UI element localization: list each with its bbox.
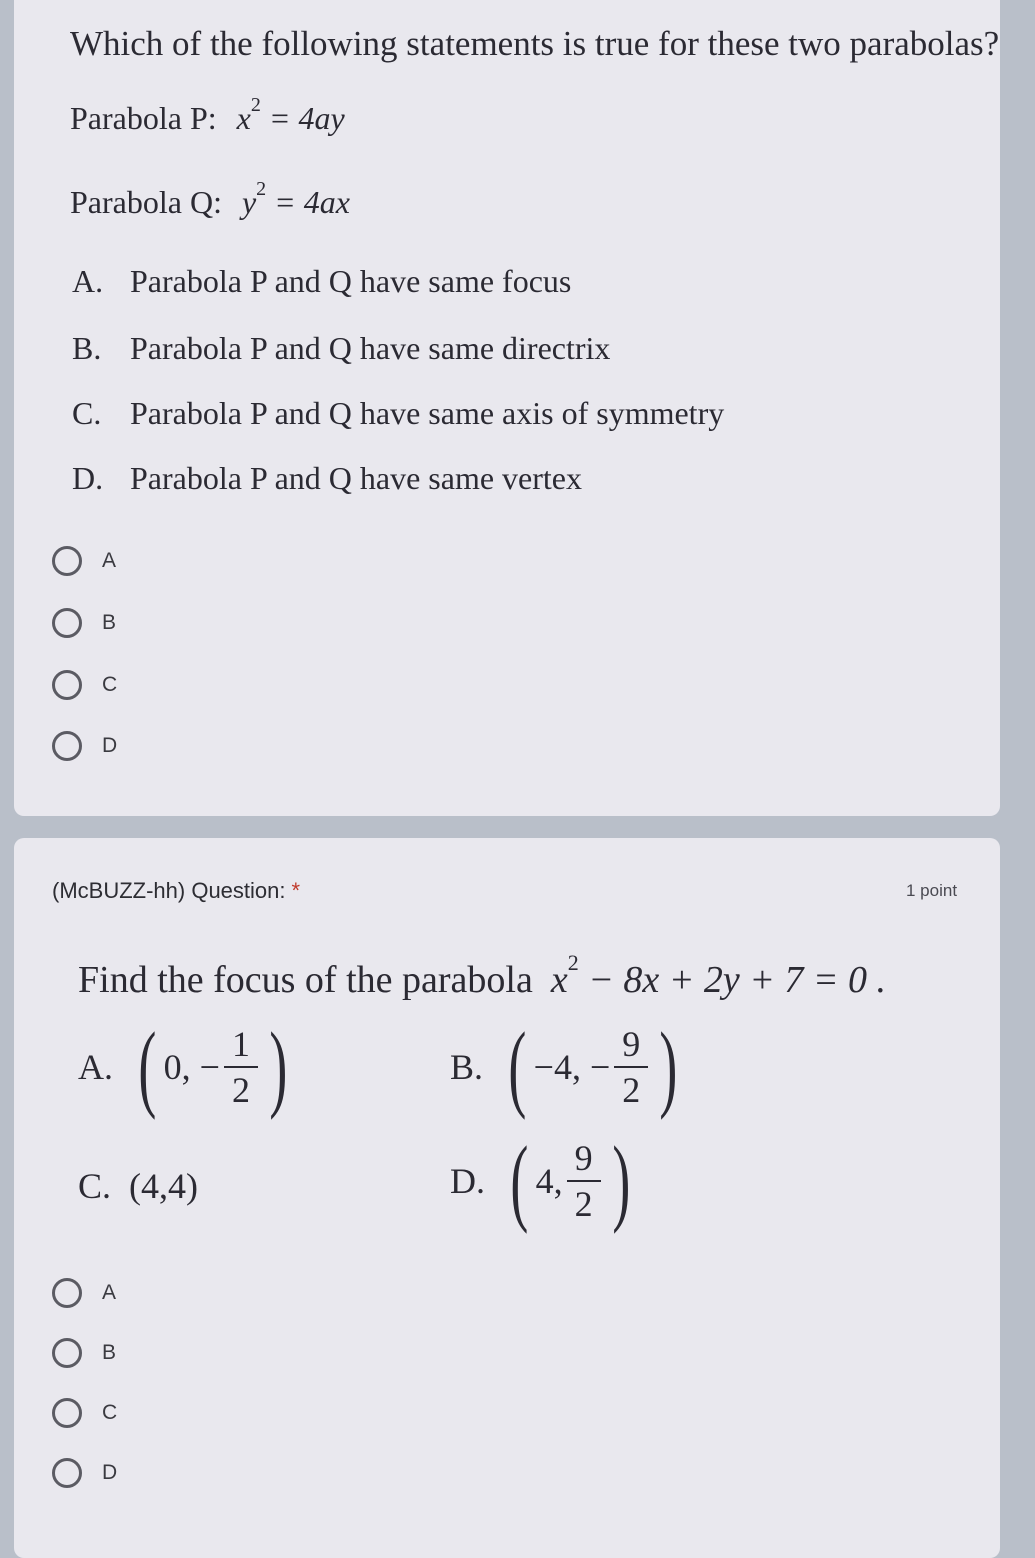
q1-radio-choice-a[interactable] bbox=[52, 546, 116, 576]
option-text: Parabola P and Q have same directrix bbox=[130, 330, 611, 366]
left-paren: ( bbox=[510, 1127, 529, 1235]
option-text: Parabola P and Q have same vertex bbox=[130, 460, 582, 496]
radio-label: C bbox=[102, 673, 118, 696]
fraction-bar bbox=[224, 1066, 258, 1068]
answer-value: (4,4) bbox=[129, 1166, 198, 1206]
question-2-title bbox=[78, 950, 886, 1002]
radio-label: A bbox=[102, 1281, 117, 1304]
points-label: 1 point bbox=[906, 881, 958, 900]
answer-prefix: −4, − bbox=[533, 1047, 611, 1087]
right-paren: ) bbox=[659, 1013, 678, 1121]
fraction-bar bbox=[614, 1066, 648, 1068]
radio-label: D bbox=[102, 1461, 118, 1484]
radio-button[interactable] bbox=[52, 670, 82, 700]
question-2-header bbox=[52, 878, 300, 904]
answer-letter: C. bbox=[78, 1166, 112, 1206]
radio-button[interactable] bbox=[52, 1338, 82, 1368]
right-paren: ) bbox=[269, 1013, 288, 1121]
radio-label: B bbox=[102, 611, 117, 634]
answer-prefix: 0, − bbox=[163, 1047, 220, 1087]
answer-prefix: 4, bbox=[535, 1161, 563, 1201]
q1-radio-choice-d[interactable] bbox=[52, 731, 117, 761]
radio-label: B bbox=[102, 1341, 117, 1364]
q2-radio-choice-b[interactable] bbox=[52, 1338, 116, 1368]
left-paren: ( bbox=[508, 1013, 527, 1121]
numerator: 1 bbox=[231, 1024, 250, 1064]
q2-radio-choice-a[interactable] bbox=[52, 1278, 116, 1308]
parabola-q-label: Parabola Q: bbox=[70, 184, 222, 220]
option-text: Parabola P and Q have same focus bbox=[130, 263, 572, 299]
fraction bbox=[614, 1026, 648, 1108]
question-2-label: (McBUZZ-hh) Question: bbox=[52, 878, 286, 903]
left-paren: ( bbox=[138, 1013, 157, 1121]
question-1-option-d bbox=[72, 460, 582, 497]
option-letter: D. bbox=[72, 460, 104, 496]
fraction bbox=[224, 1026, 258, 1108]
parabola-p-definition bbox=[70, 94, 345, 137]
answer-b bbox=[450, 1013, 685, 1121]
radio-label: A bbox=[102, 549, 117, 572]
question-1-option-b bbox=[72, 330, 610, 367]
radio-button[interactable] bbox=[52, 1458, 82, 1488]
denominator: 2 bbox=[231, 1070, 250, 1110]
numerator: 9 bbox=[622, 1024, 641, 1064]
radio-label: C bbox=[102, 1401, 118, 1424]
radio-button[interactable] bbox=[52, 546, 82, 576]
parabola-p-rhs: = 4ay bbox=[268, 100, 345, 136]
option-letter: C. bbox=[72, 395, 102, 431]
option-letter: A. bbox=[72, 263, 104, 299]
parabola-q-rhs: = 4ax bbox=[274, 184, 350, 220]
answer-a bbox=[78, 1013, 295, 1121]
radio-label: D bbox=[102, 734, 118, 757]
radio-button[interactable] bbox=[52, 1278, 82, 1308]
fraction bbox=[567, 1140, 601, 1222]
question-1-option-a bbox=[72, 263, 571, 300]
required-marker: * bbox=[291, 878, 301, 903]
radio-button[interactable] bbox=[52, 608, 82, 638]
equation-exponent: 2 bbox=[567, 950, 579, 976]
answer-c bbox=[78, 1165, 198, 1207]
parabola-q-exponent: 2 bbox=[256, 178, 267, 201]
question-1-option-c bbox=[72, 395, 724, 432]
option-letter: B. bbox=[72, 330, 102, 366]
q2-radio-choice-c[interactable] bbox=[52, 1398, 117, 1428]
parabola-p-lhs: x bbox=[236, 100, 251, 136]
answer-d bbox=[450, 1127, 637, 1235]
answer-letter: B. bbox=[450, 1047, 484, 1087]
radio-button[interactable] bbox=[52, 1398, 82, 1428]
option-text: Parabola P and Q have same axis of symmetry bbox=[130, 395, 725, 431]
answer-letter: D. bbox=[450, 1161, 485, 1201]
radio-button[interactable] bbox=[52, 731, 82, 761]
q1-radio-choice-b[interactable] bbox=[52, 608, 116, 638]
parabola-q-lhs: y bbox=[241, 184, 257, 220]
question-1-title: Which of the following statements is true for these two parabolas? bbox=[70, 24, 1000, 63]
question-2-text: Find the focus of the parabola bbox=[78, 959, 533, 1001]
right-paren: ) bbox=[611, 1127, 630, 1235]
fraction-bar bbox=[567, 1180, 601, 1182]
parabola-p-exponent: 2 bbox=[250, 94, 261, 117]
parabola-q-definition bbox=[70, 178, 350, 221]
parabola-p-label: Parabola P: bbox=[70, 100, 217, 136]
q1-radio-choice-c[interactable] bbox=[52, 670, 117, 700]
equation-x: x bbox=[550, 959, 568, 1001]
denominator: 2 bbox=[574, 1184, 593, 1224]
equation-rest: − 8x + 2y + 7 = 0 . bbox=[588, 959, 886, 1001]
denominator: 2 bbox=[622, 1070, 641, 1110]
numerator: 9 bbox=[574, 1138, 593, 1178]
q2-radio-choice-d[interactable] bbox=[52, 1458, 117, 1488]
answer-letter: A. bbox=[78, 1047, 113, 1087]
